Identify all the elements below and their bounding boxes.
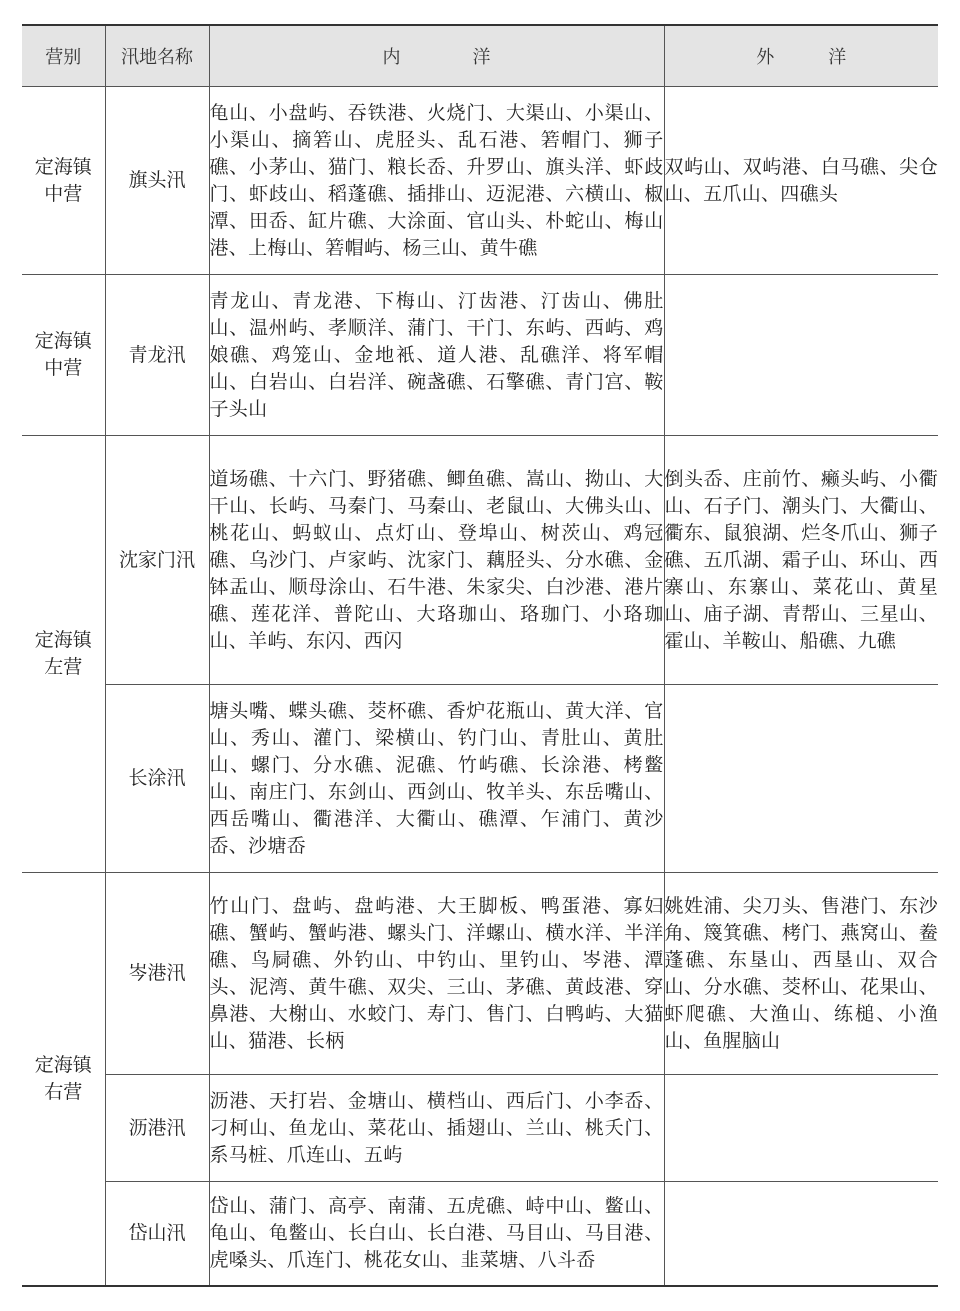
waiyang-cell (664, 1182, 938, 1286)
table-row (22, 1075, 938, 1182)
waiyang-cell (664, 685, 938, 873)
xun-cell: 长涂汛 (105, 685, 209, 873)
table-row (22, 87, 938, 275)
waiyang-cell (664, 1075, 938, 1182)
ying-cell: 定海镇左营 (22, 436, 105, 873)
table-row (22, 873, 938, 1075)
header-ying: 营别 (22, 25, 105, 87)
xun-cell: 岑港汛 (105, 873, 209, 1075)
ying-cell: 定海镇中营 (22, 87, 105, 275)
neiyang-cell: 龟山、小盘屿、吞铁港、火烧门、大渠山、小渠山、小渠山、摘箬山、虎胫头、乱石港、箬帽门、狮子礁、小茅山、猫门、粮长岙、升罗山、旗头洋、虾歧门、虾歧山、稻蓬礁、插排山、迈泥港、六横山、椒潭、田岙、缸片礁、大涂面、官山头、朴蛇山、梅山港、上梅山、箬帽屿、杨三山、黄牛礁 (209, 87, 664, 275)
header-waiyang: 外 洋 (664, 25, 938, 87)
xun-cell: 旗头汛 (105, 87, 209, 275)
waiyang-cell: 双屿山、双屿港、白马礁、尖仓山、五爪山、四礁头 (664, 87, 938, 275)
neiyang-cell: 塘头嘴、蝶头礁、茭杯礁、香炉花瓶山、黄大洋、官山、秀山、灌门、梁横山、钓门山、青肚山、黄肚山、螺门、分水礁、泥礁、竹屿礁、长涂港、栲鳖山、南庄门、东剑山、西剑山、牧羊头、东岳嘴山、西岳嘴山、衢港洋、大衢山、礁潭、乍浦门、黄沙岙、沙塘岙 (209, 685, 664, 873)
header-row (22, 25, 938, 87)
table-row (22, 685, 938, 873)
xun-cell: 岱山汛 (105, 1182, 209, 1286)
header-xun-name: 汛地名称 (105, 25, 209, 87)
table-row (22, 1182, 938, 1286)
waiyang-cell: 倒头岙、庄前竹、癞头屿、小衢山、石子门、潮头门、大衢山、衢东、鼠狼湖、烂冬爪山、狮子礁、五爪湖、霜子山、环山、西寨山、东寨山、菜花山、黄星山、庙子湖、青帮山、三星山、霍山、羊鞍山、船礁、九礁 (664, 436, 938, 685)
waiyang-cell: 姚姓浦、尖刀头、售港门、东沙角、篾箕礁、栲门、燕窝山、鲞蓬礁、东垦山、西垦山、双合山、分水礁、茭杯山、花果山、虾爬礁、大渔山、练槌、小渔山、鱼腥脑山 (664, 873, 938, 1075)
neiyang-cell: 沥港、天打岩、金塘山、横档山、西后门、小李岙、刁柯山、鱼龙山、菜花山、插翅山、兰山、桃夭门、系马桩、爪连山、五屿 (209, 1075, 664, 1182)
neiyang-cell: 竹山门、盘屿、盘屿港、大王脚板、鸭蛋港、寡妇礁、蟹屿、蟹屿港、螺头门、洋螺山、横水洋、半洋礁、鸟屙礁、外钓山、中钓山、里钓山、岑港、潭头、泥湾、黄牛礁、双尖、三山、茅礁、黄歧港、穿鼻港、大榭山、水蛟门、寿门、售门、白鸭屿、大猫山、猫港、长柄 (209, 873, 664, 1075)
xun-cell: 青龙汛 (105, 275, 209, 436)
neiyang-cell: 岱山、蒲门、高亭、南蒲、五虎礁、峙中山、鳖山、龟山、龟鳖山、长白山、长白港、马目山、马目港、虎嗓头、爪连门、桃花女山、韭菜塘、八斗岙 (209, 1182, 664, 1286)
ying-cell: 定海镇中营 (22, 275, 105, 436)
neiyang-cell: 青龙山、青龙港、下梅山、汀齿港、汀齿山、佛肚山、温州屿、孝顺洋、蒲门、干门、东屿、西屿、鸡娘礁、鸡笼山、金地衹、道人港、乱礁洋、将军帽山、白岩山、白岩洋、碗盏礁、石擎礁、青门宫、鞍子头山 (209, 275, 664, 436)
table-row (22, 275, 938, 436)
neiyang-cell: 道场礁、十六门、野猪礁、鲫鱼礁、嵩山、拗山、大干山、长屿、马秦门、马秦山、老鼠山、大佛头山、桃花山、蚂蚁山、点灯山、登埠山、树茨山、鸡冠礁、乌沙门、卢家屿、沈家门、藕胫头、分水礁、金钵盂山、顺母涂山、石牛港、朱家尖、白沙港、港片礁、莲花洋、普陀山、大珞珈山、珞珈门、小珞珈山、羊屿、东闪、西闪 (209, 436, 664, 685)
xun-cell: 沈家门汛 (105, 436, 209, 685)
xun-table (22, 24, 938, 1287)
ying-cell: 定海镇右营 (22, 873, 105, 1286)
waiyang-cell (664, 275, 938, 436)
xun-cell: 沥港汛 (105, 1075, 209, 1182)
header-neiyang: 内 洋 (209, 25, 664, 87)
table-row (22, 436, 938, 685)
